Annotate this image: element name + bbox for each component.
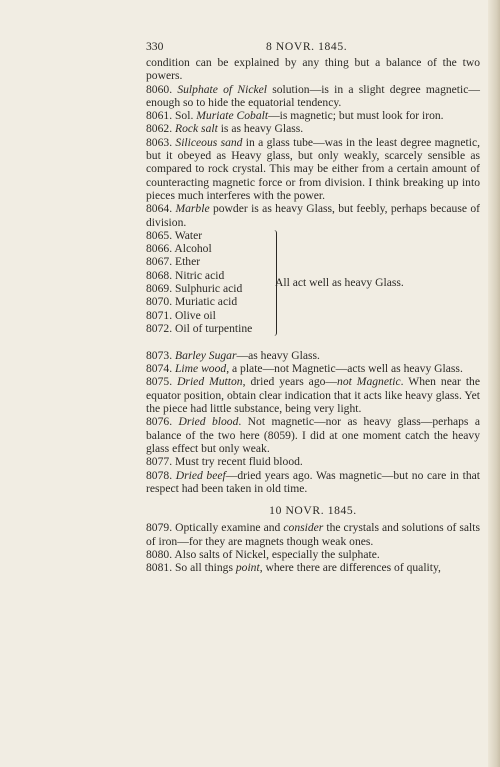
paragraph [146, 136, 480, 202]
text-run: 8064. [146, 202, 176, 216]
paragraph [146, 561, 480, 574]
paragraph [146, 521, 480, 548]
italic-term: Dried blood [178, 415, 239, 429]
paragraph [146, 349, 480, 362]
italic-term: Siliceous sand [175, 135, 243, 149]
italic-term: Rock salt [174, 122, 218, 136]
text-run: . When near the equator position, obtain clear indication that it acts like heavy glass. Yet the piece had little substance, being very light. [146, 375, 480, 416]
text-run: , a plate—not Magnetic—acts well as heavy Glass. [226, 362, 463, 376]
text-run: the crystals and solutions of salts of iron—for they are magnets though weak ones. [146, 521, 480, 548]
italic-term: point [235, 561, 260, 575]
text-run: in a glass tube—was in the least degree magnetic, but it obeyed as Heavy glass, but only weakly, scarcely sensible as compared to rock crystal. This may be either from a certain amount of counteracting magnetic force or from division. I think breaking up into pieces much interferes with the power. [146, 135, 480, 202]
list-item: 8069. Sulphuric acid [146, 282, 243, 296]
italic-term: Dried beef [175, 468, 226, 482]
paragraph [146, 122, 480, 135]
text-run: 8078. [146, 468, 176, 482]
text-run: 8074. [146, 362, 175, 376]
page-gutter-shadow [488, 0, 500, 767]
text-run: 8060. [146, 82, 178, 96]
italic-term: consider [283, 521, 324, 535]
list-item: 8065. Water [146, 228, 203, 242]
paragraph [146, 56, 480, 83]
text-run: 8062. [146, 122, 175, 136]
substance-list [146, 229, 480, 349]
list-item: 8066. Alcohol [146, 242, 212, 256]
text-run: , where there are differences of quality, [259, 561, 441, 575]
paragraph [146, 109, 480, 122]
paragraph [146, 469, 480, 496]
text-run: 8079. Optically examine and [146, 521, 284, 535]
text-run: —as heavy Glass. [236, 348, 320, 362]
text-run: —is magnetic; but must look for iron. [268, 109, 444, 123]
italic-term: not Magnetic [337, 375, 401, 389]
text-run: 8075. [146, 375, 178, 389]
brace-label: All act well as heavy Glass. [275, 275, 404, 289]
paragraph [146, 455, 480, 468]
running-header [146, 40, 480, 56]
list-item: 8071. Olive oil [146, 308, 216, 322]
paragraph [146, 415, 480, 455]
paragraph [146, 548, 480, 561]
text-run: is as heavy Glass. [217, 122, 304, 136]
paragraphs-bottom [146, 349, 480, 495]
text-run: —dried years ago. Was magnetic—but no care in that respect had been taken in old time. [146, 468, 481, 495]
italic-term: Lime wood [174, 362, 227, 376]
text-run: 8061. Sol. [146, 109, 197, 123]
text-run: solution—is in a slight degree magnetic—enough so to hide the equatorial tendency. [146, 82, 480, 109]
text-run: 8073. [146, 348, 175, 362]
text-block [146, 40, 480, 575]
italic-term: Dried Mutton [177, 375, 243, 389]
paragraphs-section2 [146, 521, 480, 574]
text-run: 8076. [146, 415, 179, 429]
text-run: 8081. So all things [146, 561, 236, 575]
section-date-heading: 10 NOVR. 1845. [269, 504, 357, 518]
text-run: , dried years ago— [242, 375, 338, 389]
italic-term: Sulphate of Nickel [177, 82, 267, 96]
paragraph [146, 362, 480, 375]
list-item: 8068. Nitric acid [146, 268, 225, 282]
text-run: 8063. [146, 135, 176, 149]
running-title: 8 NOVR. 1845. [266, 40, 348, 53]
italic-term: Barley Sugar [174, 348, 237, 362]
list-item: 8067. Ether [146, 255, 201, 269]
text-run: 8077. Must try recent fluid blood. [146, 455, 303, 469]
list-item: 8070. Muriatic acid [146, 295, 238, 309]
list-item: 8072. Oil of turpentine [146, 321, 253, 335]
page-number: 330 [146, 40, 164, 53]
italic-term: Marble [175, 202, 210, 216]
text-run: powder is as heavy Glass, but feebly, perhaps because of division. [146, 202, 480, 229]
paragraph [146, 202, 480, 229]
paragraph [146, 83, 480, 110]
text-run: condition can be explained by any thing but a balance of the two powers. [146, 56, 480, 83]
paragraph [146, 375, 480, 415]
text-run: 8080. Also salts of Nickel, especially the sulphate. [146, 548, 380, 562]
italic-term: Muriate Cobalt [196, 109, 269, 123]
paragraphs-top [146, 56, 480, 229]
text-run: . Not magnetic—nor as heavy glass—perhaps a balance of the two here (8059). I did at one moment catch the heavy glass effect but only weak. [146, 415, 480, 455]
